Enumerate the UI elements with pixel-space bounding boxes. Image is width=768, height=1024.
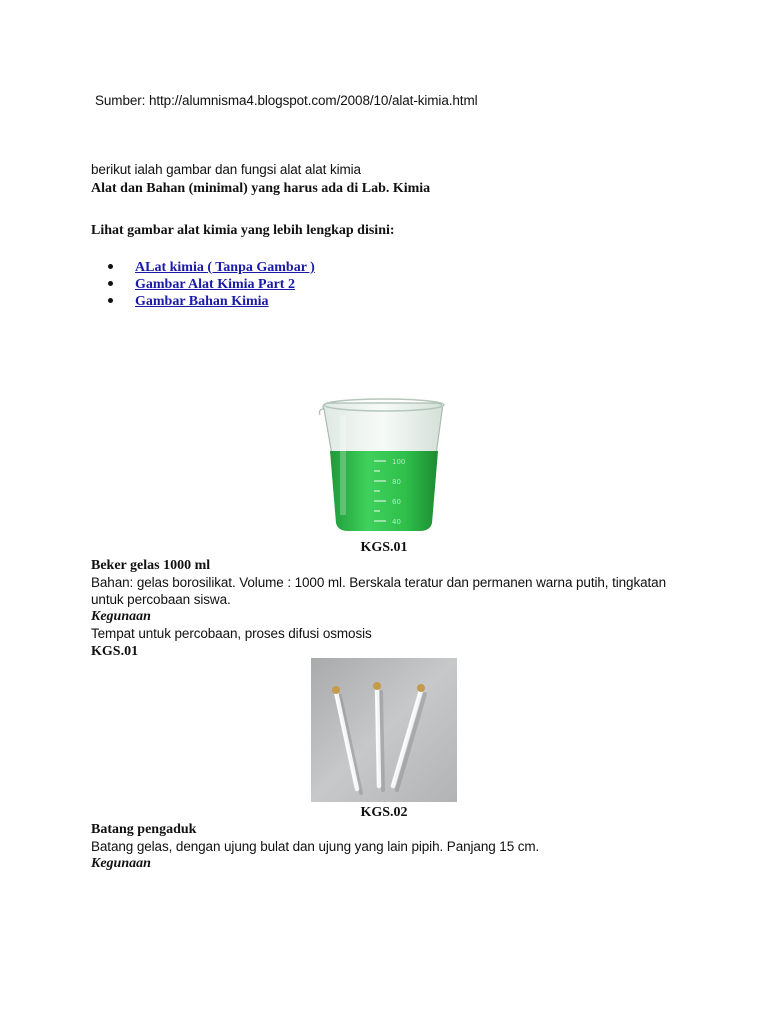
link-gambar-alat-kimia-part-2[interactable]: Gambar Alat Kimia Part 2 <box>135 277 295 292</box>
figure-caption: KGS.02 <box>360 805 408 820</box>
item-name: Batang pengaduk <box>91 822 197 837</box>
figure-caption: KGS.01 <box>360 540 408 555</box>
bullet-icon <box>108 281 113 286</box>
item-code: KGS.01 <box>91 644 139 659</box>
beaker-icon <box>310 395 458 535</box>
kegunaan-text: Tempat untuk percobaan, proses difusi osmosis <box>91 626 372 641</box>
list-item <box>135 275 315 292</box>
svg-text:40: 40 <box>392 518 401 526</box>
list-item <box>135 292 315 309</box>
kegunaan-label: Kegunaan <box>91 856 151 871</box>
kegunaan-label: Kegunaan <box>91 609 151 624</box>
stirring-rods-photo <box>311 658 457 802</box>
bullet-icon <box>108 298 113 303</box>
item-description: untuk percobaan siswa. <box>91 592 231 607</box>
bullet-icon <box>108 264 113 269</box>
item-name: Beker gelas 1000 ml <box>91 558 211 573</box>
svg-text:60: 60 <box>392 498 401 506</box>
link-gambar-bahan-kimia[interactable]: Gambar Bahan Kimia <box>135 294 269 309</box>
links-heading: Lihat gambar alat kimia yang lebih lengkap disini: <box>91 223 395 238</box>
source-line: Sumber: http://alumnisma4.blogspot.com/2008/10/alat-kimia.html <box>95 93 478 108</box>
item-description: Batang gelas, dengan ujung bulat dan ujung yang lain pipih. Panjang 15 cm. <box>91 839 540 854</box>
link-alat-kimia-tanpa-gambar[interactable]: ALat kimia ( Tanpa Gambar ) <box>135 260 315 275</box>
svg-text:80: 80 <box>392 478 401 486</box>
link-list <box>92 258 315 309</box>
intro-text: berikut ialah gambar dan fungsi alat alat kimia <box>91 162 361 177</box>
list-item <box>135 258 315 275</box>
item-description: Bahan: gelas borosilikat. Volume : 1000 ml. Berskala teratur dan permanen warna putih, tingkatan <box>91 575 666 590</box>
beaker-photo <box>310 395 458 535</box>
page-heading: Alat dan Bahan (minimal) yang harus ada di Lab. Kimia <box>91 181 431 196</box>
svg-text:100: 100 <box>392 458 406 466</box>
stirring-rod-icon <box>311 658 457 802</box>
